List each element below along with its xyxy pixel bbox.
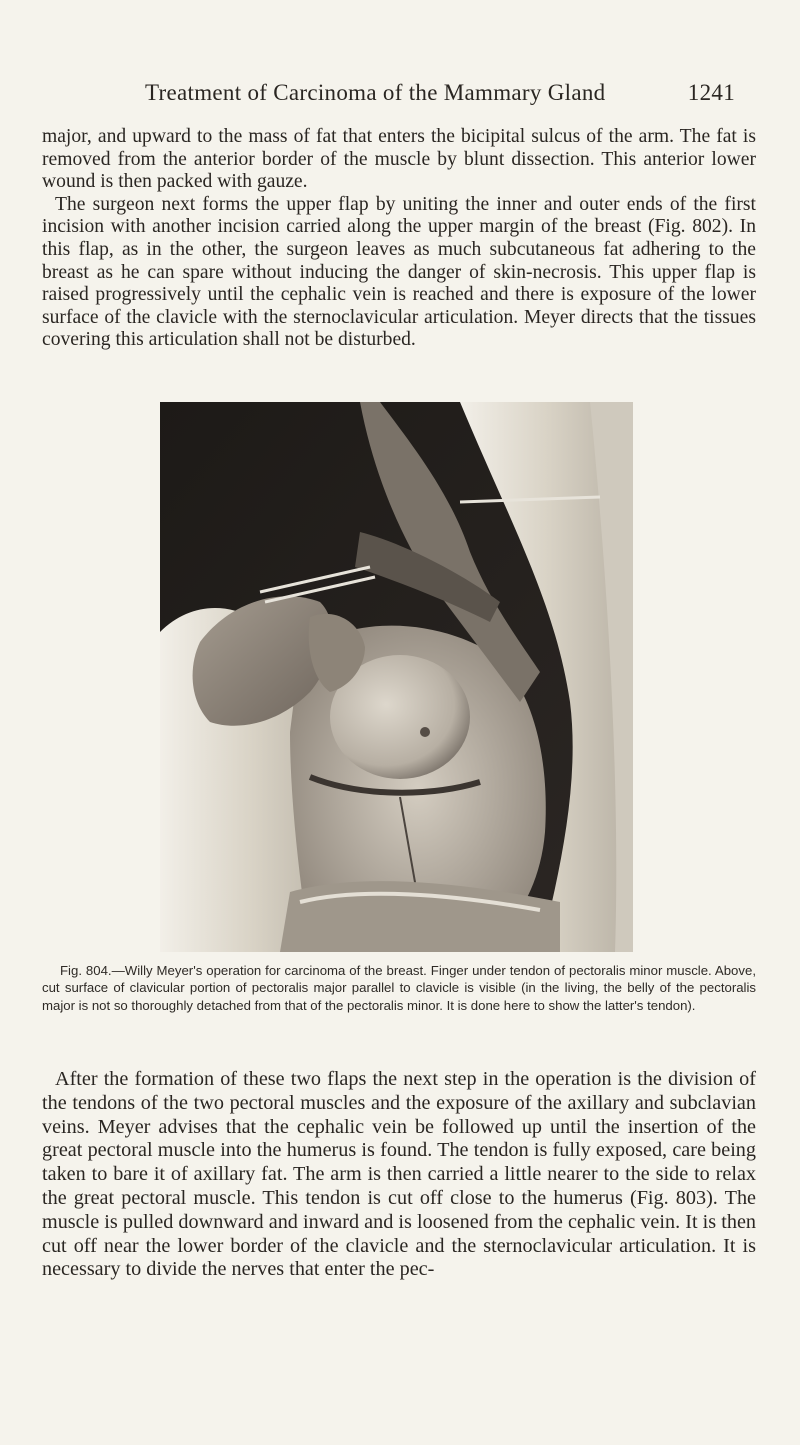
bottom-text-block xyxy=(42,1068,756,1282)
paragraph: After the formation of these two flaps the next step in the operation is the division of the tendons of the two pectoral muscles and the exposure of the axillary and subclavian veins. Meyer advises that the cephalic vein be followed up until the insertion of the great pectoral muscle into the humerus is found. The tendon is fully exposed, care being taken to bare it of axillary fat. The arm is then carried a little nearer to the side to relax the great pectoral muscle. This tendon is cut off close to the humerus (Fig. 803). The muscle is pulled downward and inward and is loosened from the cephalic vein. It is then cut off near the lower border of the clavicle and the sternoclavicular articulation. It is necessary to divide the nerves that enter the pec- xyxy=(42,1068,756,1281)
paragraph: major, and upward to the mass of fat that enters the bicipital sulcus of the arm. The fat is removed from the anterior border of the muscle by blunt dissection. This anterior lower wound is then packed with gauze. xyxy=(42,126,756,193)
top-text-block xyxy=(42,126,756,352)
page-number: 1241 xyxy=(687,80,735,105)
nipple xyxy=(420,727,430,737)
page-header-title: Treatment of Carcinoma of the Mammary Gland xyxy=(145,80,606,105)
figure-caption xyxy=(42,962,756,1014)
running-header xyxy=(145,80,735,116)
paragraph: The surgeon next forms the upper flap by uniting the inner and outer ends of the first incision with another incision carried along the upper margin of the breast (Fig. 802). In this flap, as in the other, the surgeon leaves as much subcutaneous fat adhering to the breast as he can spare without inducing the danger of skin-necrosis. This upper flap is raised progressively until the cephalic vein is reached and there is exposure of the lower surface of the clavicle with the sternoclavicular articulation. Meyer directs that the tissues covering this articulation shall not be disturbed. xyxy=(42,193,756,351)
surgical-illustration xyxy=(160,402,633,952)
caption-text: Fig. 804.—Willy Meyer's operation for carcinoma of the breast. Finger under tendon of pectoralis minor muscle. Above, cut surface of clavicular portion of pectoralis major parallel to clavicle is visible (in the living, the belly of the pectoralis major is not so thoroughly detached from that of the pectoralis minor. It is done here to show the latter's tendon). xyxy=(42,963,756,1013)
surgical-figure xyxy=(160,402,633,952)
